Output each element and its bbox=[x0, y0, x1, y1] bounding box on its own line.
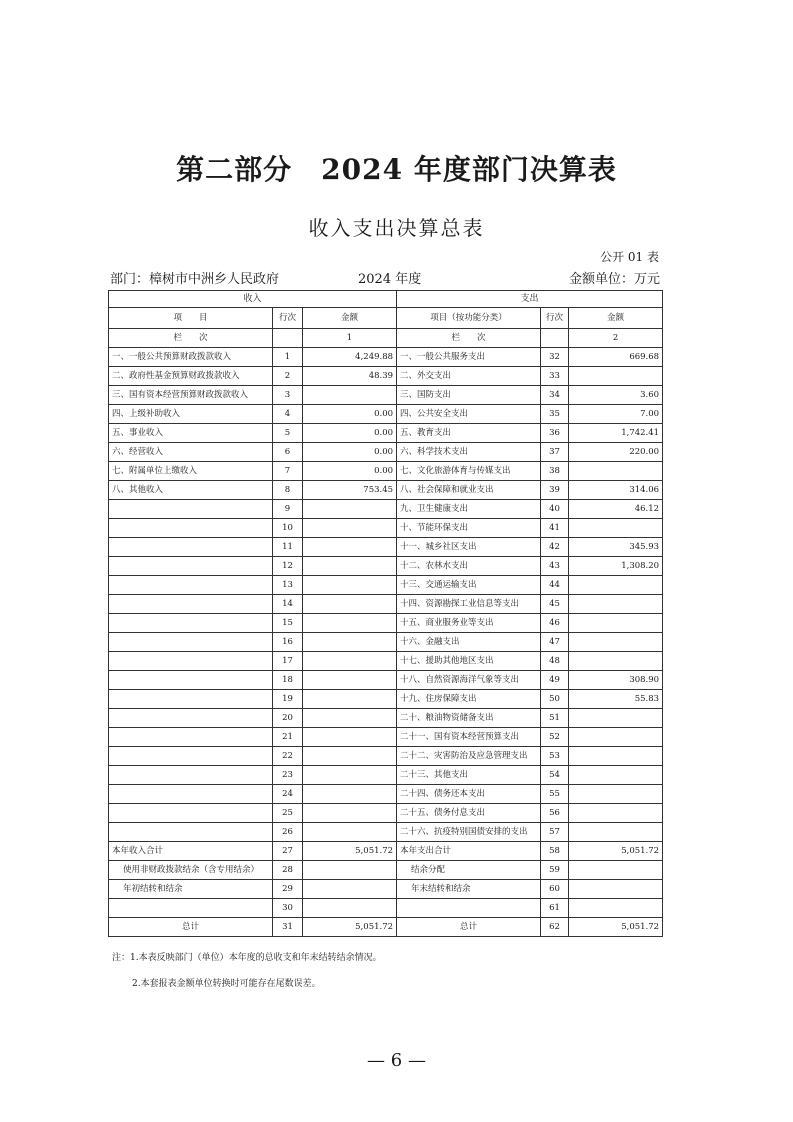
table-row bbox=[109, 785, 663, 804]
income-item-cell: 使用非财政拨款结余（含专用结余） bbox=[109, 861, 273, 880]
income-item-cell bbox=[109, 557, 273, 576]
income-line-cell: 16 bbox=[273, 633, 303, 652]
table-row bbox=[109, 671, 663, 690]
table-row bbox=[109, 367, 663, 386]
expense-amount-cell: 308.90 bbox=[569, 671, 663, 690]
expense-item-cell: 二十一、国有资本经营预算支出 bbox=[397, 728, 541, 747]
expense-line-cell: 38 bbox=[541, 462, 569, 481]
expense-line-cell: 47 bbox=[541, 633, 569, 652]
income-item-cell bbox=[109, 709, 273, 728]
income-amount-cell: 48.39 bbox=[303, 367, 397, 386]
income-line-cell: 27 bbox=[273, 842, 303, 861]
income-line-cell: 4 bbox=[273, 405, 303, 424]
income-amount-cell bbox=[303, 557, 397, 576]
income-amount-cell bbox=[303, 614, 397, 633]
expense-col-index: 2 bbox=[569, 329, 663, 348]
expense-line-header: 行次 bbox=[541, 308, 569, 329]
expense-amount-cell: 1,742.41 bbox=[569, 424, 663, 443]
expense-line-cell: 50 bbox=[541, 690, 569, 709]
table-row bbox=[109, 899, 663, 918]
page-number: — 6 — bbox=[367, 1050, 426, 1071]
expense-item-cell: 十八、自然资源海洋气象等支出 bbox=[397, 671, 541, 690]
expense-line-cell: 36 bbox=[541, 424, 569, 443]
income-line-cell: 12 bbox=[273, 557, 303, 576]
expense-amount-cell: 55.83 bbox=[569, 690, 663, 709]
table-row bbox=[109, 405, 663, 424]
expense-amount-cell bbox=[569, 595, 663, 614]
income-line-cell: 25 bbox=[273, 804, 303, 823]
income-item-cell bbox=[109, 633, 273, 652]
expense-amount-cell: 46.12 bbox=[569, 500, 663, 519]
expense-line-cell: 59 bbox=[541, 861, 569, 880]
expense-line-cell: 58 bbox=[541, 842, 569, 861]
expense-amount-cell bbox=[569, 652, 663, 671]
income-amount-cell bbox=[303, 652, 397, 671]
expense-item-cell bbox=[397, 899, 541, 918]
expense-line-cell: 40 bbox=[541, 500, 569, 519]
expense-line-cell: 52 bbox=[541, 728, 569, 747]
income-amount-cell: 0.00 bbox=[303, 462, 397, 481]
expense-amount-cell: 314.06 bbox=[569, 481, 663, 500]
income-item-cell: 七、附属单位上缴收入 bbox=[109, 462, 273, 481]
expense-item-cell: 十三、交通运输支出 bbox=[397, 576, 541, 595]
income-item-cell: 六、经营收入 bbox=[109, 443, 273, 462]
income-amount-cell bbox=[303, 519, 397, 538]
expense-line-cell: 37 bbox=[541, 443, 569, 462]
expense-item-cell: 五、教育支出 bbox=[397, 424, 541, 443]
table-row bbox=[109, 462, 663, 481]
expense-item-cell: 四、公共安全支出 bbox=[397, 405, 541, 424]
expense-item-cell: 一、一般公共服务支出 bbox=[397, 348, 541, 367]
table-row bbox=[109, 538, 663, 557]
table-row bbox=[109, 386, 663, 405]
table-row bbox=[109, 633, 663, 652]
income-item-cell: 年初结转和结余 bbox=[109, 880, 273, 899]
table-row bbox=[109, 557, 663, 576]
budget-summary-table bbox=[108, 290, 663, 937]
income-line-cell: 24 bbox=[273, 785, 303, 804]
table-row bbox=[109, 861, 663, 880]
income-col-label: 栏 次 bbox=[109, 329, 273, 348]
income-item-cell bbox=[109, 595, 273, 614]
income-amount-cell bbox=[303, 690, 397, 709]
income-amount-cell bbox=[303, 595, 397, 614]
expense-amount-cell: 5,051.72 bbox=[569, 918, 663, 937]
expense-group-header: 支出 bbox=[397, 291, 663, 308]
income-line-cell: 11 bbox=[273, 538, 303, 557]
income-amount-cell bbox=[303, 500, 397, 519]
expense-line-cell: 45 bbox=[541, 595, 569, 614]
expense-item-cell: 六、科学技术支出 bbox=[397, 443, 541, 462]
table-row bbox=[109, 690, 663, 709]
income-item-cell: 本年收入合计 bbox=[109, 842, 273, 861]
expense-line-cell: 35 bbox=[541, 405, 569, 424]
income-item-cell bbox=[109, 766, 273, 785]
expense-item-cell: 十一、城乡社区支出 bbox=[397, 538, 541, 557]
income-amount-cell bbox=[303, 728, 397, 747]
income-line-cell: 31 bbox=[273, 918, 303, 937]
income-line-cell: 5 bbox=[273, 424, 303, 443]
expense-amount-cell bbox=[569, 880, 663, 899]
income-item-cell bbox=[109, 747, 273, 766]
income-line-cell: 14 bbox=[273, 595, 303, 614]
income-amount-cell bbox=[303, 804, 397, 823]
income-line-cell: 23 bbox=[273, 766, 303, 785]
column-index-row bbox=[109, 329, 663, 348]
income-item-cell bbox=[109, 823, 273, 842]
income-item-cell bbox=[109, 728, 273, 747]
expense-item-cell: 年末结转和结余 bbox=[397, 880, 541, 899]
income-item-cell bbox=[109, 500, 273, 519]
table-row bbox=[109, 443, 663, 462]
income-line-cell: 13 bbox=[273, 576, 303, 595]
expense-item-cell: 二十四、债务还本支出 bbox=[397, 785, 541, 804]
income-line-cell: 26 bbox=[273, 823, 303, 842]
expense-line-cell: 34 bbox=[541, 386, 569, 405]
table-row bbox=[109, 823, 663, 842]
table-row bbox=[109, 576, 663, 595]
expense-item-cell: 二十五、债务付息支出 bbox=[397, 804, 541, 823]
income-amount-cell bbox=[303, 785, 397, 804]
income-item-cell bbox=[109, 899, 273, 918]
expense-line-cell: 61 bbox=[541, 899, 569, 918]
income-amount-cell bbox=[303, 766, 397, 785]
table-row bbox=[109, 766, 663, 785]
expense-line-cell: 43 bbox=[541, 557, 569, 576]
income-line-cell: 1 bbox=[273, 348, 303, 367]
expense-item-cell: 十二、农林水支出 bbox=[397, 557, 541, 576]
expense-line-cell: 54 bbox=[541, 766, 569, 785]
table-row bbox=[109, 614, 663, 633]
expense-amount-cell: 1,308.20 bbox=[569, 557, 663, 576]
table-row bbox=[109, 842, 663, 861]
table-row bbox=[109, 747, 663, 766]
income-item-cell: 总计 bbox=[109, 918, 273, 937]
income-line-cell: 30 bbox=[273, 899, 303, 918]
income-item-header: 项 目 bbox=[109, 308, 273, 329]
income-amount-cell bbox=[303, 899, 397, 918]
income-line-cell: 20 bbox=[273, 709, 303, 728]
income-item-cell: 二、政府性基金预算财政拨款收入 bbox=[109, 367, 273, 386]
income-amount-cell bbox=[303, 633, 397, 652]
expense-amount-cell bbox=[569, 633, 663, 652]
income-amount-cell: 0.00 bbox=[303, 443, 397, 462]
income-line-cell: 8 bbox=[273, 481, 303, 500]
table-row bbox=[109, 519, 663, 538]
income-item-cell bbox=[109, 519, 273, 538]
income-amount-cell bbox=[303, 576, 397, 595]
income-item-cell bbox=[109, 785, 273, 804]
expense-amount-cell bbox=[569, 576, 663, 595]
expense-line-cell: 39 bbox=[541, 481, 569, 500]
table-row bbox=[109, 652, 663, 671]
unit-label: 金额单位：万元 bbox=[568, 272, 660, 287]
expense-line-cell: 42 bbox=[541, 538, 569, 557]
income-item-cell bbox=[109, 690, 273, 709]
expense-item-cell: 九、卫生健康支出 bbox=[397, 500, 541, 519]
income-item-cell bbox=[109, 671, 273, 690]
table-row bbox=[109, 804, 663, 823]
expense-amount-cell bbox=[569, 519, 663, 538]
income-item-cell bbox=[109, 614, 273, 633]
income-amount-cell bbox=[303, 861, 397, 880]
expense-line-cell: 55 bbox=[541, 785, 569, 804]
expense-amount-cell bbox=[569, 823, 663, 842]
income-amount-cell: 0.00 bbox=[303, 405, 397, 424]
expense-amount-cell bbox=[569, 614, 663, 633]
expense-amount-cell bbox=[569, 728, 663, 747]
expense-item-cell: 结余分配 bbox=[397, 861, 541, 880]
income-col-blank bbox=[273, 329, 303, 348]
expense-line-cell: 53 bbox=[541, 747, 569, 766]
expense-line-cell: 33 bbox=[541, 367, 569, 386]
expense-item-cell: 十七、援助其他地区支出 bbox=[397, 652, 541, 671]
expense-line-cell: 41 bbox=[541, 519, 569, 538]
expense-amount-cell bbox=[569, 766, 663, 785]
expense-amount-header: 金额 bbox=[569, 308, 663, 329]
expense-amount-cell bbox=[569, 804, 663, 823]
income-amount-cell: 753.45 bbox=[303, 481, 397, 500]
expense-item-cell: 七、文化旅游体育与传媒支出 bbox=[397, 462, 541, 481]
expense-item-cell: 二十二、灾害防治及应急管理支出 bbox=[397, 747, 541, 766]
income-line-cell: 7 bbox=[273, 462, 303, 481]
income-line-cell: 29 bbox=[273, 880, 303, 899]
table-row bbox=[109, 880, 663, 899]
expense-line-cell: 46 bbox=[541, 614, 569, 633]
income-item-cell: 一、一般公共预算财政拨款收入 bbox=[109, 348, 273, 367]
meta-row bbox=[110, 268, 660, 286]
income-line-cell: 21 bbox=[273, 728, 303, 747]
note-1: 注：1.本表反映部门（单位）本年度的总收支和年末结转结余情况。 bbox=[112, 953, 382, 963]
expense-item-cell: 本年支出合计 bbox=[397, 842, 541, 861]
expense-item-cell: 十五、商业服务业等支出 bbox=[397, 614, 541, 633]
expense-amount-cell: 220.00 bbox=[569, 443, 663, 462]
income-line-cell: 19 bbox=[273, 690, 303, 709]
table-title: 收入支出决算总表 bbox=[308, 216, 485, 240]
income-line-cell: 10 bbox=[273, 519, 303, 538]
income-item-cell: 八、其他收入 bbox=[109, 481, 273, 500]
income-item-cell: 四、上级补助收入 bbox=[109, 405, 273, 424]
income-line-cell: 28 bbox=[273, 861, 303, 880]
expense-item-cell: 二、外交支出 bbox=[397, 367, 541, 386]
income-amount-cell: 4,249.88 bbox=[303, 348, 397, 367]
income-item-cell bbox=[109, 538, 273, 557]
income-line-cell: 15 bbox=[273, 614, 303, 633]
expense-item-cell: 三、国防支出 bbox=[397, 386, 541, 405]
expense-col-blank bbox=[541, 329, 569, 348]
expense-amount-cell bbox=[569, 709, 663, 728]
income-amount-cell: 0.00 bbox=[303, 424, 397, 443]
expense-amount-cell: 5,051.72 bbox=[569, 842, 663, 861]
page-title: 第二部分 2024 年度部门决算表 bbox=[176, 153, 617, 186]
income-line-cell: 22 bbox=[273, 747, 303, 766]
group-header-row bbox=[109, 291, 663, 308]
expense-line-cell: 44 bbox=[541, 576, 569, 595]
income-col-index: 1 bbox=[303, 329, 397, 348]
income-amount-cell: 5,051.72 bbox=[303, 918, 397, 937]
expense-line-cell: 48 bbox=[541, 652, 569, 671]
table-row bbox=[109, 595, 663, 614]
income-line-cell: 6 bbox=[273, 443, 303, 462]
table-row bbox=[109, 424, 663, 443]
income-amount-cell bbox=[303, 538, 397, 557]
expense-line-cell: 57 bbox=[541, 823, 569, 842]
income-item-cell: 三、国有资本经营预算财政拨款收入 bbox=[109, 386, 273, 405]
income-group-header: 收入 bbox=[109, 291, 397, 308]
expense-amount-cell bbox=[569, 899, 663, 918]
expense-item-cell: 十九、住房保障支出 bbox=[397, 690, 541, 709]
expense-amount-cell: 669.68 bbox=[569, 348, 663, 367]
expense-item-cell: 十四、资源勘探工业信息等支出 bbox=[397, 595, 541, 614]
expense-amount-cell bbox=[569, 462, 663, 481]
table-row bbox=[109, 709, 663, 728]
expense-line-cell: 56 bbox=[541, 804, 569, 823]
expense-item-cell: 二十三、其他支出 bbox=[397, 766, 541, 785]
income-line-cell: 2 bbox=[273, 367, 303, 386]
income-amount-cell bbox=[303, 823, 397, 842]
expense-amount-cell: 3.60 bbox=[569, 386, 663, 405]
expense-line-cell: 32 bbox=[541, 348, 569, 367]
income-amount-cell bbox=[303, 671, 397, 690]
income-amount-cell bbox=[303, 880, 397, 899]
income-line-cell: 18 bbox=[273, 671, 303, 690]
expense-item-cell: 二十六、抗疫特别国债安排的支出 bbox=[397, 823, 541, 842]
income-amount-header: 金额 bbox=[303, 308, 397, 329]
column-header-row bbox=[109, 308, 663, 329]
table-row bbox=[109, 348, 663, 367]
income-amount-cell bbox=[303, 709, 397, 728]
expense-line-cell: 49 bbox=[541, 671, 569, 690]
expense-amount-cell: 7.00 bbox=[569, 405, 663, 424]
form-code: 公开 01 表 bbox=[600, 250, 659, 264]
income-line-header: 行次 bbox=[273, 308, 303, 329]
income-line-cell: 3 bbox=[273, 386, 303, 405]
income-amount-cell bbox=[303, 386, 397, 405]
expense-item-cell: 二十、粮油物资储备支出 bbox=[397, 709, 541, 728]
expense-line-cell: 60 bbox=[541, 880, 569, 899]
table-row bbox=[109, 500, 663, 519]
income-item-cell bbox=[109, 652, 273, 671]
expense-line-cell: 62 bbox=[541, 918, 569, 937]
income-amount-cell: 5,051.72 bbox=[303, 842, 397, 861]
expense-item-header: 项目（按功能分类） bbox=[397, 308, 541, 329]
table-row bbox=[109, 918, 663, 937]
expense-line-cell: 51 bbox=[541, 709, 569, 728]
income-item-cell bbox=[109, 576, 273, 595]
expense-amount-cell bbox=[569, 785, 663, 804]
income-line-cell: 17 bbox=[273, 652, 303, 671]
expense-col-label: 栏 次 bbox=[397, 329, 541, 348]
income-line-cell: 9 bbox=[273, 500, 303, 519]
table-row bbox=[109, 481, 663, 500]
expense-item-cell: 十、节能环保支出 bbox=[397, 519, 541, 538]
expense-item-cell: 总计 bbox=[397, 918, 541, 937]
table-row bbox=[109, 728, 663, 747]
note-2: 2.本套报表金额单位转换时可能存在尾数误差。 bbox=[132, 979, 321, 989]
income-item-cell bbox=[109, 804, 273, 823]
income-amount-cell bbox=[303, 747, 397, 766]
expense-amount-cell: 345.93 bbox=[569, 538, 663, 557]
department-label: 部门：樟树市中洲乡人民政府 bbox=[110, 272, 280, 287]
expense-amount-cell bbox=[569, 367, 663, 386]
expense-item-cell: 十六、金融支出 bbox=[397, 633, 541, 652]
year-label: 2024 年度 bbox=[358, 272, 422, 287]
expense-item-cell: 八、社会保障和就业支出 bbox=[397, 481, 541, 500]
expense-amount-cell bbox=[569, 747, 663, 766]
expense-amount-cell bbox=[569, 861, 663, 880]
income-item-cell: 五、事业收入 bbox=[109, 424, 273, 443]
